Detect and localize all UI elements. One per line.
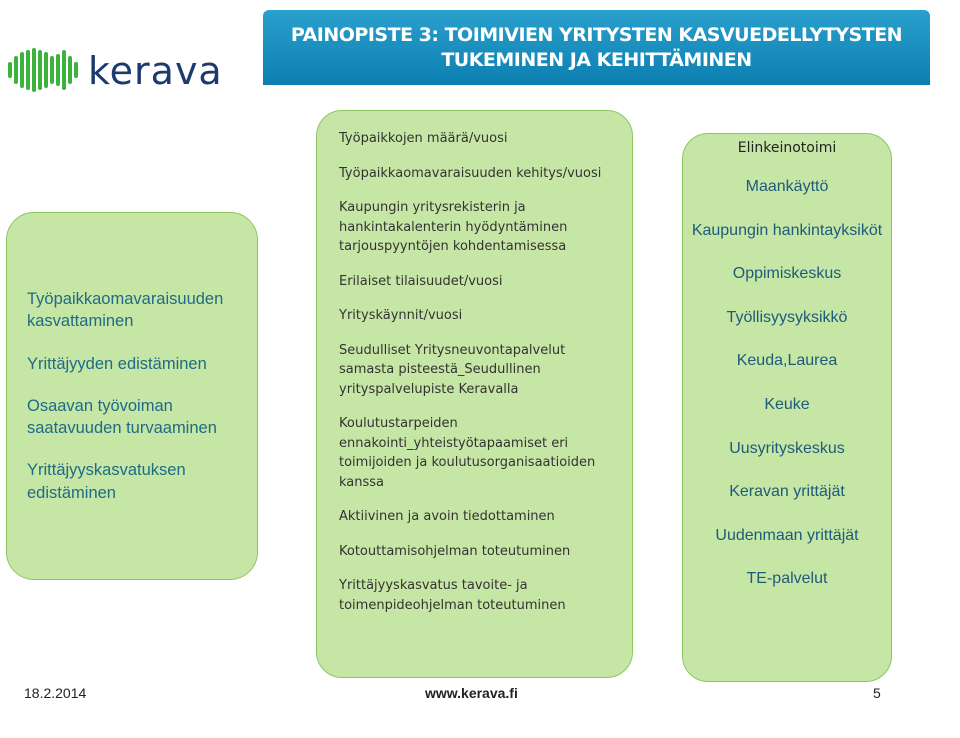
actor-item: Keuda,Laurea [736,352,838,370]
actor-item: Uudenmaan yrittäjät [715,526,859,544]
actor-item: Keuke [764,395,810,413]
actor-item: Maankäyttö [745,178,829,195]
goal-item: Osaavan työvoiman saatavuuden turvaaminen [27,396,217,438]
footer-url[interactable]: www.kerava.fi [425,685,518,701]
goal-item: Yrittäjyyden edistäminen [27,354,207,373]
page-title [263,10,930,85]
kerava-logo [6,46,254,94]
actors-heading: Elinkeinotoimi [737,140,837,156]
indicators-box [316,110,633,678]
goal-item: Yrittäjyyskasvatuksen edistäminen [27,461,186,502]
actors-box [682,133,892,682]
page-number: 5 [873,685,881,701]
actor-item: Keravan yrittäjät [729,483,845,501]
footer-date: 18.2.2014 [24,685,87,701]
indicator-item: Kotouttamisohjelman toteutuminen [339,543,571,559]
wave-bars-icon [8,48,78,92]
indicator-item: Seudulliset Yritysneuvontapalvelut samasta pisteestä_Seudullinen yrityspalvelupiste Keravalla [339,342,566,397]
actor-item: TE-palvelut [746,570,828,588]
goals-box [6,212,258,580]
actor-item: Työllisyysyksikkö [726,308,848,326]
indicator-item: Aktiivinen ja avoin tiedottaminen [339,509,555,524]
title-line-2: TUKEMINEN JA KEHITTÄMINEN [441,48,752,71]
indicator-item: Yrittäjyyskasvatus tavoite- ja toimenpideohjelman toteutuminen [339,578,566,613]
actor-item: Uusyrityskeskus [729,439,845,457]
indicator-item: Koulutustarpeiden ennakointi_yhteistyötapaamiset eri toimijoiden ja koulutusorganisaatioiden kanssa [339,416,596,490]
actor-item: Kaupungin hankintayksiköt [691,221,883,239]
indicator-item: Työpaikkaomavaraisuuden kehitys/vuosi [339,165,602,181]
indicator-item: Erilaiset tilaisuudet/vuosi [339,273,503,289]
title-line-1: PAINOPISTE 3: TOIMIVIEN YRITYSTEN KASVUEDELLYTYSTEN [290,23,903,46]
svg-text:kerava: kerava [88,49,223,93]
indicator-item: Kaupungin yritysrekisterin ja hankintakalenterin hyödyntäminen tarjouspyyntöjen kohdentamisessa [339,200,568,254]
indicator-item: Yrityskäynnit/vuosi [339,308,463,323]
goal-item: Työpaikkaomavaraisuuden kasvattaminen [27,290,224,331]
indicator-item: Työpaikkojen määrä/vuosi [339,131,508,146]
actor-item: Oppimiskeskus [732,265,842,283]
